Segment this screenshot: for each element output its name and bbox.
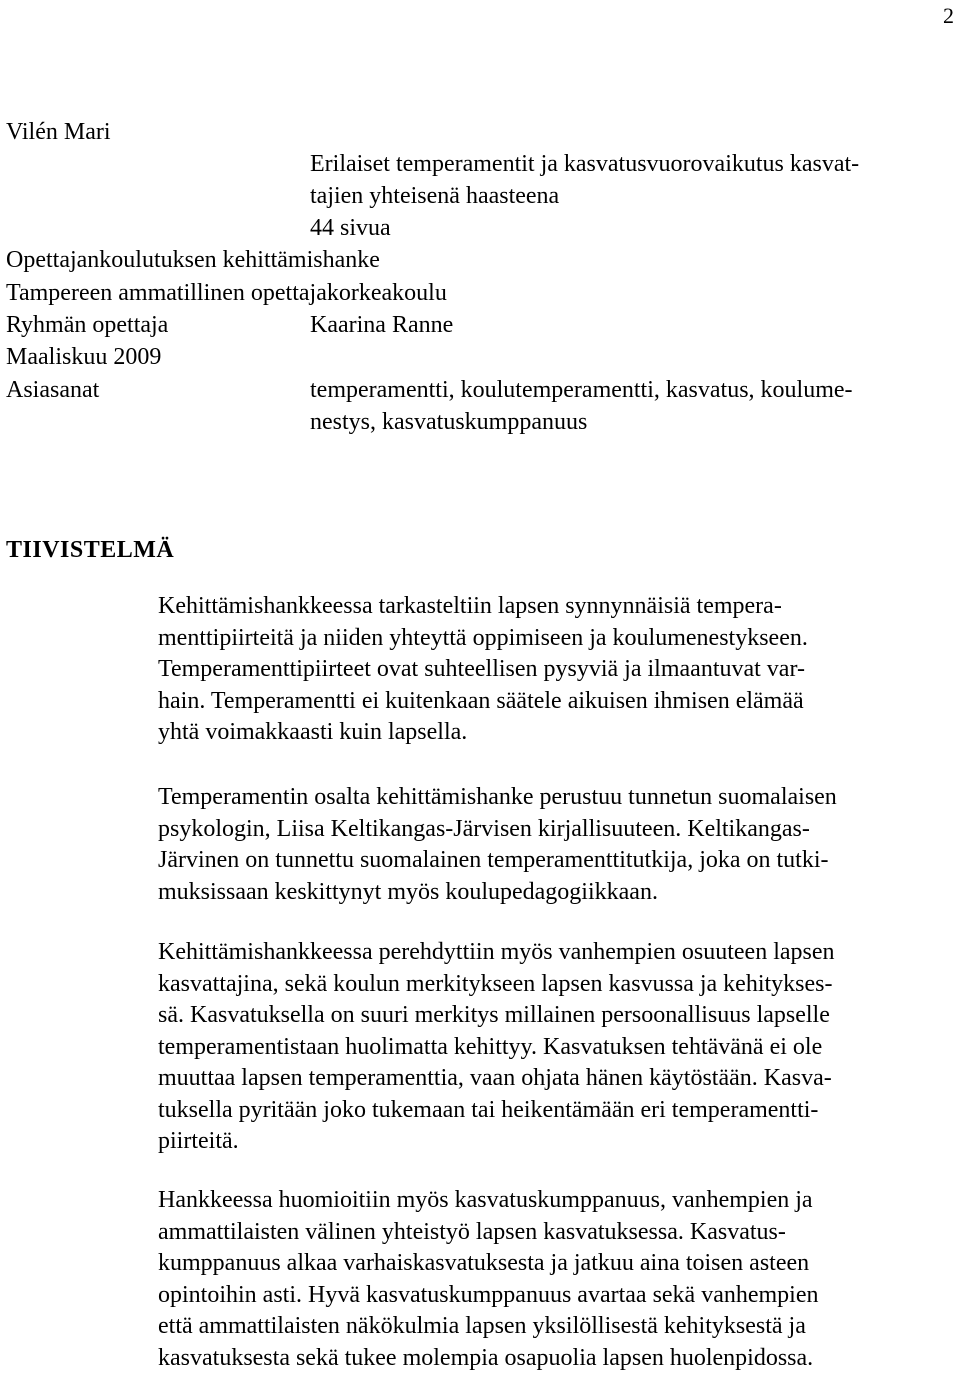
paragraph-line: kumppanuus alkaa varhaiskasvatuksesta ja jatkuu aina toisen asteen [158,1250,810,1276]
paragraph-line: Kehittämishankkeessa perehdyttiin myös vanhempien osuuteen lapsen [158,939,835,965]
author: Vilén Mari [6,119,111,145]
abstract-paragraph-1 [158,591,928,749]
date: Maaliskuu 2009 [6,344,162,370]
abstract-heading: TIIVISTELMÄ [6,537,175,563]
paragraph-line: Järvinen on tunnettu suomalainen temperamenttitutkija, joka on tutki- [158,847,829,873]
teacher-name: Kaarina Ranne [310,312,454,338]
abstract-paragraph-4 [158,1185,928,1374]
paragraph-line: kasvattajina, sekä koulun merkitykseen lapsen kasvussa ja kehitykses- [158,970,833,997]
page-count: 44 sivua [310,215,391,241]
paragraph-line: opintoihin asti. Hyvä kasvatuskumppanuus avartaa sekä vanhempien [158,1281,819,1308]
program: Opettajankoulutuksen kehittämishanke [6,247,380,273]
thesis-title-line-2: tajien yhteisenä haasteena [310,183,560,209]
paragraph-line: Hankkeessa huomioitiin myös kasvatuskumppanuus, vanhempien ja [158,1187,813,1213]
paragraph-line: psykologin, Liisa Keltikangas-Järvisen kirjallisuuteen. Keltikangas- [158,815,810,842]
paragraph-line: Kehittämishankkeessa tarkasteltiin lapsen synnynnäisiä tempera- [158,593,782,619]
paragraph-line: hain. Temperamentti ei kuitenkaan säätele aikuisen ihmisen elämää [158,687,804,714]
paragraph-line: Temperamenttipiirteet ovat suhteellisen pysyviä ja ilmaantuvat var- [158,656,805,682]
abstract-paragraph-2 [158,782,928,908]
institution: Tampereen ammatillinen opettajakorkeakoulu [6,280,447,306]
keywords-line-2: nestys, kasvatuskumppanuus [310,409,588,435]
page-number: 2 [943,3,954,28]
paragraph-line: Temperamentin osalta kehittämishanke perustuu tunnetun suomalaisen [158,784,837,810]
paragraph-line: muksissaan keskittynyt myös koulupedagogiikkaan. [158,878,658,905]
paragraph-line: yhtä voimakkaasti kuin lapsella. [158,719,468,745]
abstract-paragraph-3 [158,937,928,1158]
keywords-label: Asiasanat [6,377,100,403]
keywords-line-1: temperamentti, koulutemperamentti, kasvatus, koulume- [310,377,853,403]
paragraph-line: sä. Kasvatuksella on suuri merkitys millainen persoonallisuus lapselle [158,1002,830,1028]
paragraph-line: että ammattilaisten näkökulmia lapsen yksilöllisestä kehityksestä ja [158,1313,806,1339]
paragraph-line: ammattilaisten välinen yhteistyö lapsen kasvatuksessa. Kasvatus- [158,1218,786,1245]
thesis-title-line-1: Erilaiset temperamentit ja kasvatusvuorovaikutus kasvat- [310,151,860,177]
paragraph-line: piirteitä. [158,1128,239,1154]
paragraph-line: tuksella pyritään joko tukemaan tai heikentämään eri temperamentti- [158,1096,819,1123]
paragraph-line: temperamentistaan huolimatta kehittyy. Kasvatuksen tehtävänä ei ole [158,1033,823,1060]
paragraph-line: menttipiirteitä ja niiden yhteyttä oppimiseen ja koulumenestykseen. [158,624,808,651]
teacher-label: Ryhmän opettaja [6,312,169,338]
paragraph-line: kasvatuksesta sekä tukee molempia osapuolia lapsen huolenpidossa. [158,1344,814,1371]
paragraph-line: muuttaa lapsen temperamenttia, vaan ohjata hänen käytöstään. Kasva- [158,1065,832,1091]
